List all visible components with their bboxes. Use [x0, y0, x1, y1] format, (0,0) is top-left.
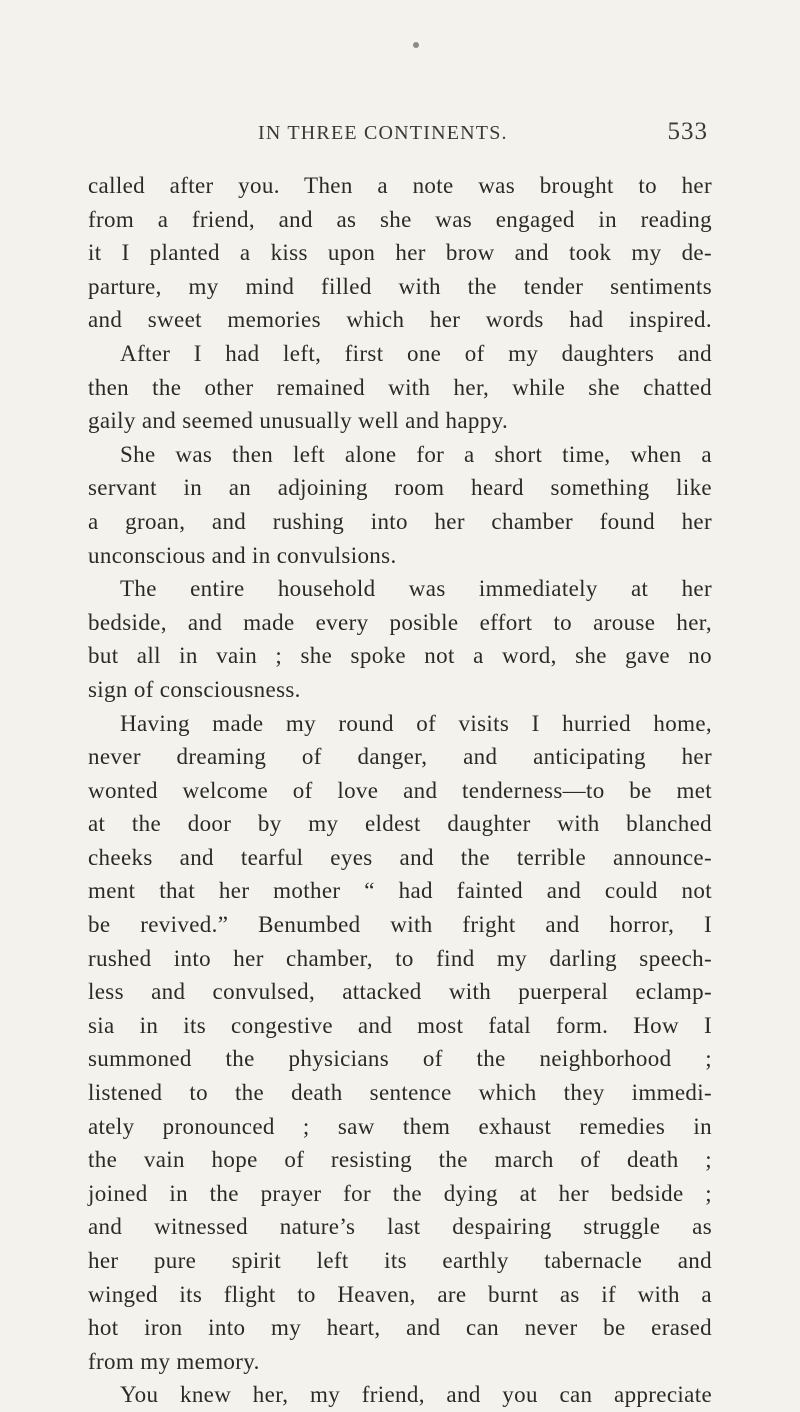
text-line: called after you. Then a note was brought to her — [88, 173, 712, 198]
body-text — [88, 169, 712, 1412]
text-line: The entire household was immediately at her — [120, 576, 712, 602]
text-line: She was then left alone for a short time, when a — [120, 441, 712, 467]
text-line: hot iron into my heart, and can never be erased — [88, 1315, 712, 1341]
text-line: bedside, and made every posible effort to arouse her, — [88, 609, 712, 635]
speck-mark — [413, 42, 419, 48]
text-line: the vain hope of resisting the march of death ; — [88, 1147, 712, 1173]
text-line: cheeks and tearful eyes and the terrible announce- — [88, 844, 712, 870]
text-line: never dreaming of danger, and anticipating her — [88, 744, 712, 770]
text-line: rushed into her chamber, to find my darling speech- — [88, 945, 712, 971]
text-line: After I had left, first one of my daughters and — [120, 340, 712, 366]
running-title: IN THREE CONTINENTS. — [258, 122, 508, 144]
text-line: from a friend, and as she was engaged in reading — [88, 206, 712, 232]
text-line: at the door by my eldest daughter with blanched — [88, 811, 712, 837]
text-line: sign of consciousness. — [88, 676, 301, 702]
text-line: it I planted a kiss upon her brow and took my de- — [88, 240, 712, 266]
text-line: ment that her mother “ had fainted and could not — [88, 878, 712, 904]
text-line: a groan, and rushing into her chamber found her — [88, 508, 712, 534]
text-line: and witnessed nature’s last despairing struggle as — [88, 1214, 712, 1240]
text-line: joined in the prayer for the dying at her bedside ; — [88, 1180, 712, 1206]
text-line: parture, my mind filled with the tender sentiments — [88, 273, 712, 299]
text-line: You knew her, my friend, and you can appreciate — [120, 1382, 712, 1408]
text-line: Having made my round of visits I hurried home, — [120, 710, 712, 736]
text-line: but all in vain ; she spoke not a word, she gave no — [88, 643, 712, 669]
text-line: ately pronounced ; saw them exhaust remedies in — [88, 1113, 712, 1139]
text-line: and sweet memories which her words had inspired. — [88, 307, 712, 333]
text-line: less and convulsed, attacked with puerperal eclamp- — [88, 979, 712, 1005]
text-line: from my memory. — [88, 1348, 260, 1374]
page-number: 533 — [667, 118, 708, 145]
text-line: wonted welcome of love and tenderness—to be met — [88, 777, 712, 803]
text-line: listened to the death sentence which they immedi- — [88, 1080, 712, 1106]
text-line: be revived.” Benumbed with fright and horror, I — [88, 912, 712, 938]
text-line: servant in an adjoining room heard something like — [88, 475, 712, 501]
text-line: winged its flight to Heaven, are burnt as if with a — [88, 1281, 712, 1307]
text-line: sia in its congestive and most fatal form. How I — [88, 1012, 712, 1038]
text-line: summoned the physicians of the neighborhood ; — [88, 1046, 712, 1072]
text-line: then the other remained with her, while she chatted — [88, 374, 712, 400]
running-head — [258, 118, 708, 148]
text-line: gaily and seemed unusually well and happy. — [88, 408, 509, 434]
text-line: unconscious and in convulsions. — [88, 542, 397, 568]
text-line: her pure spirit left its earthly tabernacle and — [88, 1248, 712, 1273]
